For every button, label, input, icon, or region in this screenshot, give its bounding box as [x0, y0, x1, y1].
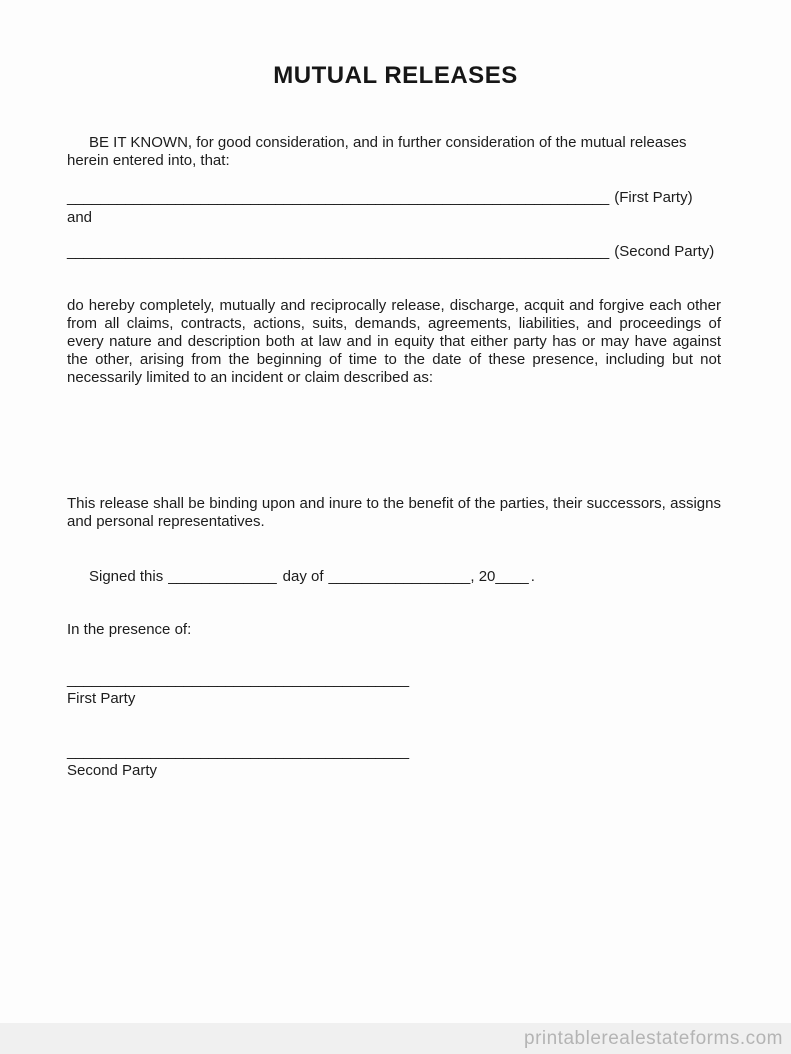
signed-this-label: Signed this [89, 568, 164, 585]
and-connector: and [67, 209, 93, 226]
document-title: MUTUAL RELEASES [273, 62, 518, 89]
year-prefix-label: , 20 [470, 568, 496, 585]
second-party-blank: _________________________________________________________________ [67, 243, 610, 260]
release-clause-paragraph: do hereby completely, mutually and reciprocally release, discharge, acquit and forgive each other from all claims, contracts, actions, suits, demands, agreements, liabilities, and proceedings of every nature and description both at law and in equity that either party has or may have against the other, arising from the beginning of time to the date of these presence, including but not necessarily limited to an incident or claim described as: [67, 297, 721, 386]
signed-year-blank: ____ [495, 568, 529, 585]
footer-watermark-bar [0, 1023, 791, 1054]
signed-date-line [67, 567, 743, 586]
second-party-label: (Second Party) [614, 243, 715, 260]
second-party-signature-block [67, 743, 487, 780]
first-party-label: (First Party) [614, 189, 693, 206]
intro-paragraph: BE IT KNOWN, for good consideration, and in further consideration of the mutual releases herein entered into, that: [67, 134, 687, 169]
signed-day-blank: _____________ [168, 568, 277, 585]
first-party-signature-block [67, 671, 487, 708]
first-party-line [67, 188, 767, 208]
witness-label: In the presence of: [67, 621, 192, 638]
first-party-signature-line: _________________________________________ [67, 671, 410, 688]
second-party-signature-label: Second Party [67, 762, 158, 779]
first-party-signature-label: First Party [67, 690, 136, 707]
signed-line-period: . [530, 568, 535, 585]
footer-website-text: printablerealestateforms.com [524, 1028, 783, 1049]
day-of-label: day of [282, 568, 324, 585]
second-party-signature-line: _________________________________________ [67, 743, 410, 760]
second-party-line [67, 242, 767, 262]
signed-month-blank: _________________ [328, 568, 471, 585]
first-party-blank: _________________________________________________________________ [67, 189, 610, 206]
binding-clause-paragraph: This release shall be binding upon and inure to the benefit of the parties, their successors, assigns and personal representatives. [67, 495, 721, 530]
